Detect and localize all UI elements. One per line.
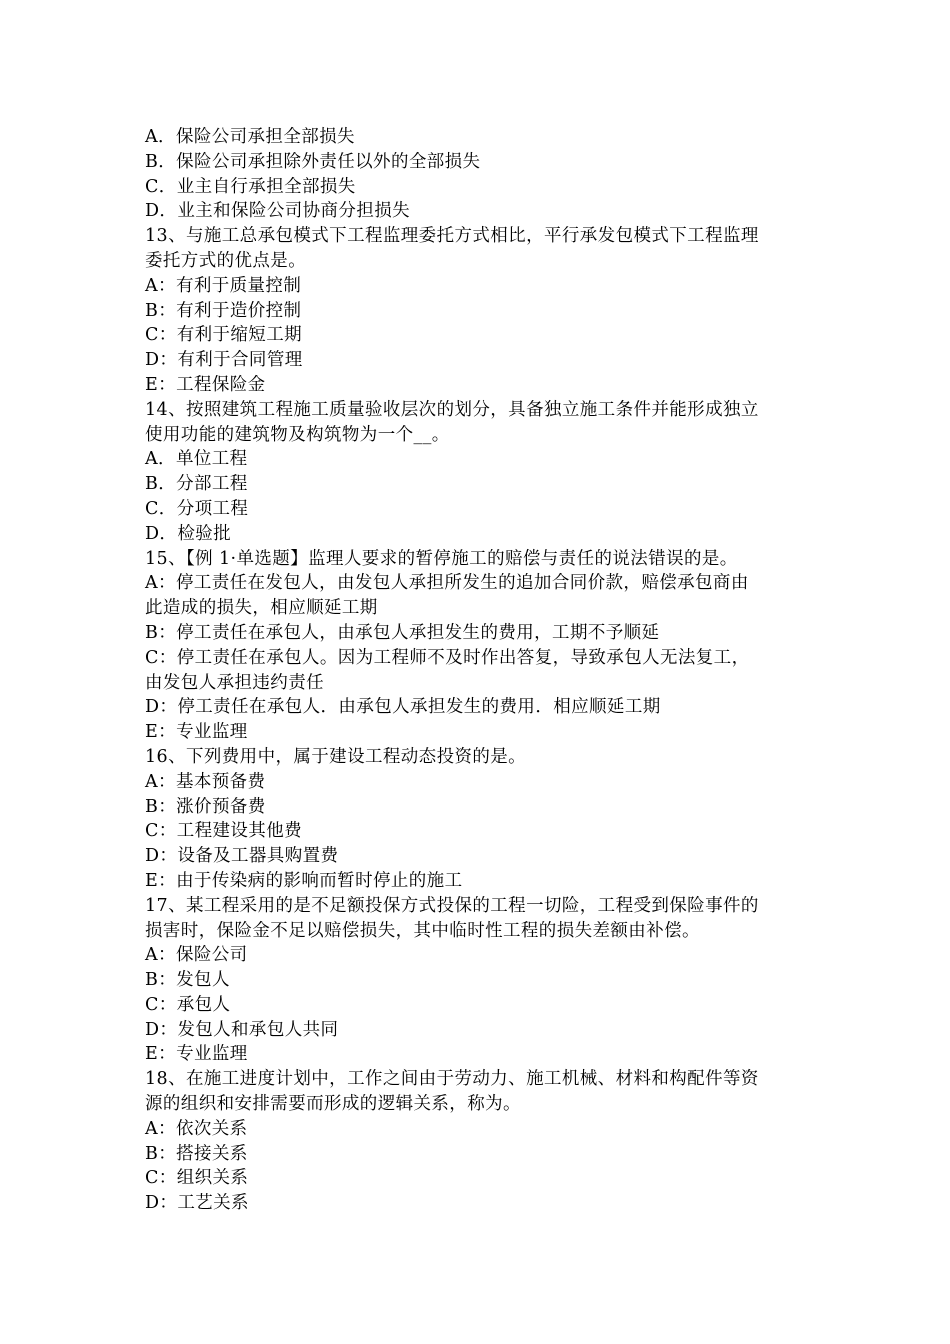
option-line: B：发包人 <box>145 970 230 991</box>
question-18-line-1: 18、在施工进度计划中，工作之间由于劳动力、施工机械、材料和构配件等资 <box>145 1069 759 1090</box>
option-line: A：有利于质量控制 <box>145 275 302 296</box>
option-line: D：发包人和承包人共同 <box>145 1019 339 1040</box>
question-15-line-1: 15、【例 1·单选题】监理人要求的暂停施工的赔偿与责任的说法错误的是。 <box>145 548 738 569</box>
option-line-continuation: 此造成的损失，相应顺延工期 <box>145 598 378 619</box>
option-line: B．分部工程 <box>145 474 248 495</box>
question-14-line-1: 14、按照建筑工程施工质量验收层次的划分，具备独立施工条件并能形成独立 <box>145 399 759 420</box>
option-line: D：设备及工器具购置费 <box>145 846 339 867</box>
option-line: A：保险公司 <box>145 945 248 966</box>
option-line: A．单位工程 <box>145 449 248 470</box>
option-line-continuation: 由发包人承担违约责任 <box>145 672 324 693</box>
question-17-line-2: 损害时，保险金不足以赔偿损失，其中临时性工程的损失差额由补偿。 <box>145 920 700 941</box>
option-line: A：基本预备费 <box>145 771 266 792</box>
option-line: D：工艺关系 <box>145 1193 249 1214</box>
option-line: C：有利于缩短工期 <box>145 325 302 346</box>
option-line: D．业主和保险公司协商分担损失 <box>145 201 411 222</box>
option-line: E：工程保险金 <box>145 374 266 395</box>
option-line: D：有利于合同管理 <box>145 350 303 371</box>
option-line: E：专业监理 <box>145 722 248 743</box>
option-line: A：停工责任在发包人，由发包人承担所发生的追加合同价款，赔偿承包商由 <box>145 573 749 594</box>
option-line: B：涨价预备费 <box>145 796 266 817</box>
option-line: C：组织关系 <box>145 1168 249 1189</box>
question-18-line-2: 源的组织和安排需要而形成的逻辑关系，称为。 <box>145 1094 521 1115</box>
option-line: C．分项工程 <box>145 498 249 519</box>
option-line: E：由于传染病的影响而暂时停止的施工 <box>145 870 463 891</box>
option-line: B．保险公司承担除外责任以外的全部损失 <box>145 151 481 172</box>
question-14-line-2: 使用功能的建筑物及构筑物为一个__。 <box>145 424 450 445</box>
option-line: D．检验批 <box>145 523 232 544</box>
option-line: B：停工责任在承包人，由承包人承担发生的费用，工期不予顺延 <box>145 622 660 643</box>
option-line: C：停工责任在承包人。因为工程师不及时作出答复，导致承包人无法复工， <box>145 647 750 668</box>
option-line: A：依次关系 <box>145 1118 248 1139</box>
option-line: E：专业监理 <box>145 1044 248 1065</box>
question-17-line-1: 17、某工程采用的是不足额投保方式投保的工程一切险，工程受到保险事件的 <box>145 895 759 916</box>
question-13-line-1: 13、与施工总承包模式下工程监理委托方式相比，平行承发包模式下工程监理 <box>145 226 759 247</box>
option-line: D：停工责任在承包人．由承包人承担发生的费用．相应顺延工期 <box>145 697 661 718</box>
question-13-line-2: 委托方式的优点是。 <box>145 250 307 271</box>
document-body <box>145 125 810 1216</box>
option-line: C：工程建设其他费 <box>145 821 302 842</box>
option-line: C．业主自行承担全部损失 <box>145 176 356 197</box>
option-line: B：有利于造价控制 <box>145 300 302 321</box>
option-line: B：搭接关系 <box>145 1143 248 1164</box>
option-line: C：承包人 <box>145 994 231 1015</box>
option-line: A．保险公司承担全部损失 <box>145 127 355 147</box>
question-16-line-1: 16、下列费用中，属于建设工程动态投资的是。 <box>145 746 527 767</box>
